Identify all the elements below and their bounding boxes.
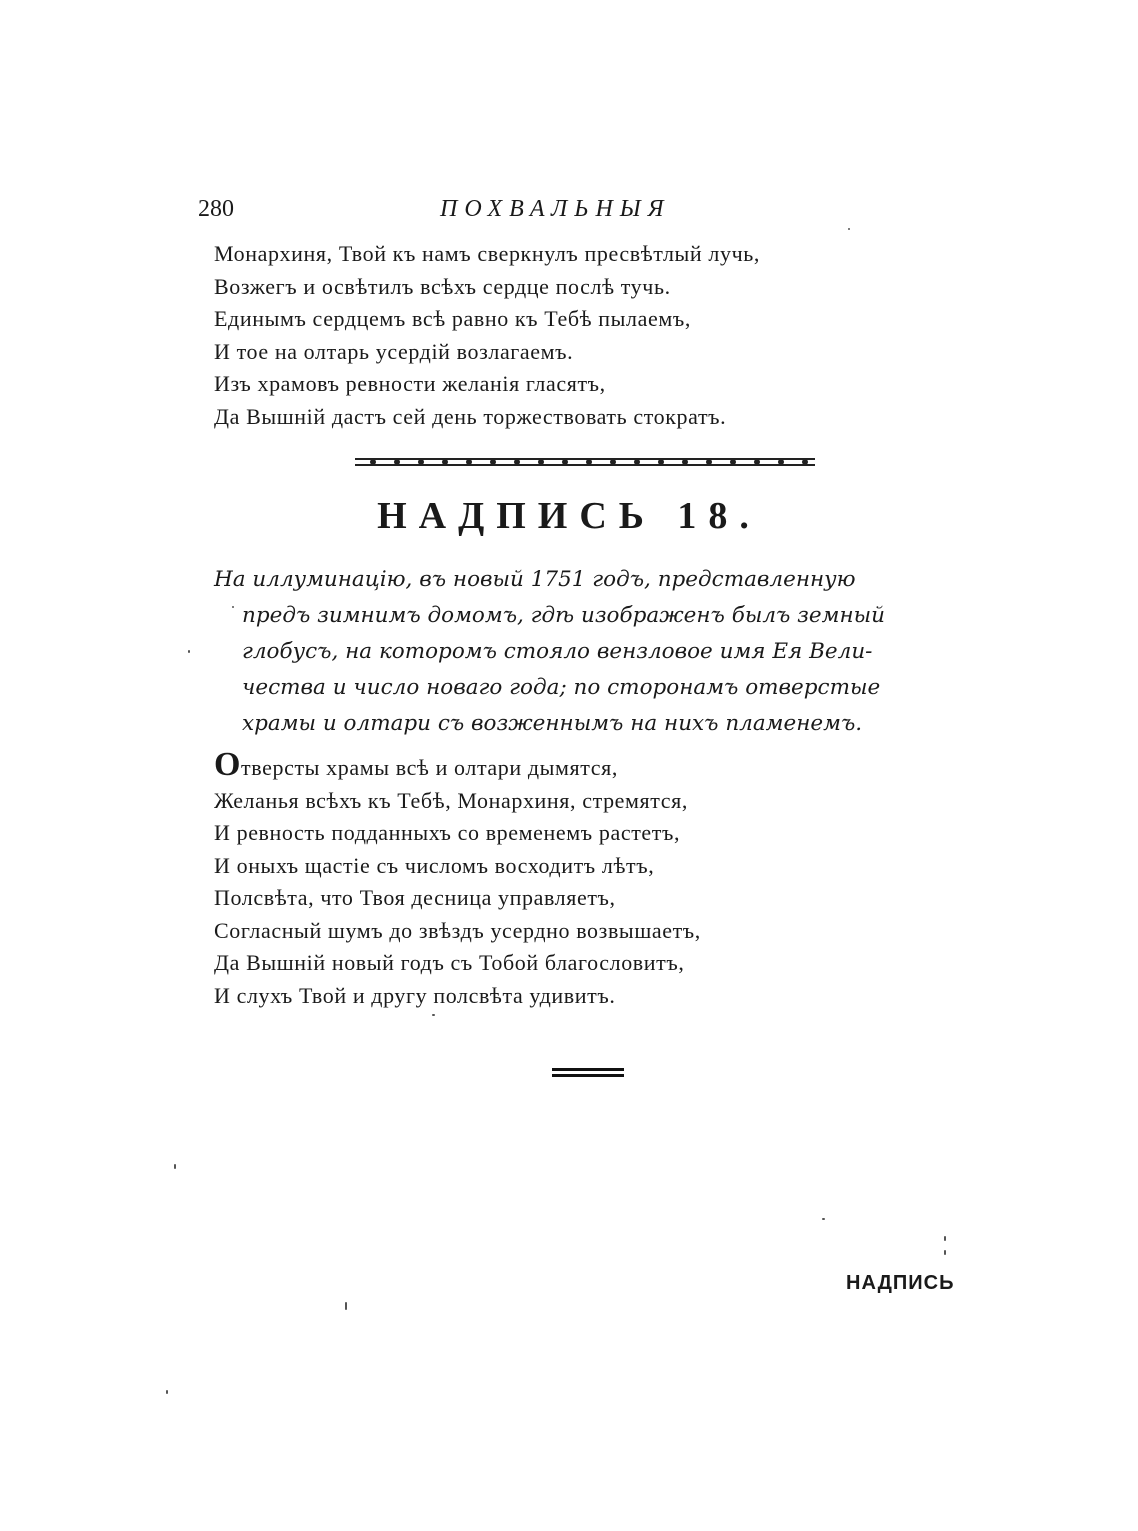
verse-line: Возжегъ и освѣтилъ всѣхъ сердце послѣ тучь. — [214, 273, 671, 299]
verse-first-line — [214, 746, 701, 785]
running-head — [198, 196, 898, 230]
verse-line: Желанья всѣхъ къ Тебѣ, Монархиня, стремятся, — [214, 787, 688, 813]
subtitle-line: предъ зимнимъ домомъ, гдѣ изображенъ былъ земный — [242, 603, 885, 628]
verse-line: Монархиня, Твой къ намъ сверкнулъ пресвѣтлый лучь, — [214, 241, 760, 266]
print-speck — [432, 1014, 435, 1016]
verse-line: Да Вышній дастъ сей день торжествовать стократъ. — [214, 403, 727, 429]
verse-line-rest: тверсты храмы всѣ и олтари дымятся, — [241, 755, 618, 780]
inscription-subtitle — [214, 562, 974, 742]
verse-line: И ревность подданныхъ со временемъ растетъ, — [214, 820, 681, 845]
verse-line: И оныхъ щастіе съ числомъ восходитъ лѣтъ, — [214, 852, 655, 878]
subtitle-line: глобусъ, на которомъ стояло вензловое имя Ея Вели- — [242, 639, 873, 664]
print-speck — [188, 650, 190, 653]
double-rule-divider — [552, 1068, 624, 1078]
print-speck — [345, 1302, 347, 1310]
verse-line: И слухъ Твой и другу полсвѣта удивитъ. — [214, 982, 616, 1008]
verse-line: И тое на олтарь усердій возлагаемъ. — [214, 338, 574, 364]
verse-stanza-2 — [214, 746, 701, 1012]
verse-line: Изъ храмовъ ревности желанія гласятъ, — [214, 371, 606, 396]
subtitle-line: На иллуминацію, въ новый 1751 годъ, представленную — [214, 567, 856, 592]
ornament-divider — [355, 452, 815, 472]
running-title: ПОХВАЛЬНЫЯ — [440, 196, 671, 222]
page-number: 280 — [198, 196, 234, 222]
catchword: НАДПИСЬ — [846, 1272, 955, 1294]
inscription-heading: НАДПИСЬ 18. — [377, 495, 761, 537]
verse-line: Полсвѣта, что Твоя десница управляетъ, — [214, 885, 616, 910]
print-speck — [944, 1236, 946, 1241]
print-speck — [166, 1390, 168, 1394]
verse-line: Единымъ сердцемъ всѣ равно къ Тебѣ пылаемъ, — [214, 306, 691, 331]
verse-line: Да Вышній новый годъ съ Тобой благословитъ, — [214, 950, 685, 975]
print-speck — [848, 228, 850, 230]
verse-stanza-1 — [214, 238, 760, 433]
print-speck — [944, 1250, 946, 1255]
print-speck — [232, 606, 234, 608]
print-speck — [822, 1218, 825, 1220]
print-speck — [174, 1164, 176, 1169]
drop-cap: О — [214, 746, 242, 783]
subtitle-line: чества и число новаго года; по сторонамъ отверстые — [242, 675, 881, 700]
verse-line: Согласный шумъ до звѣздъ усердно возвышаетъ, — [214, 917, 701, 943]
subtitle-line: храмы и олтари съ возженнымъ на нихъ пламенемъ. — [242, 711, 863, 736]
